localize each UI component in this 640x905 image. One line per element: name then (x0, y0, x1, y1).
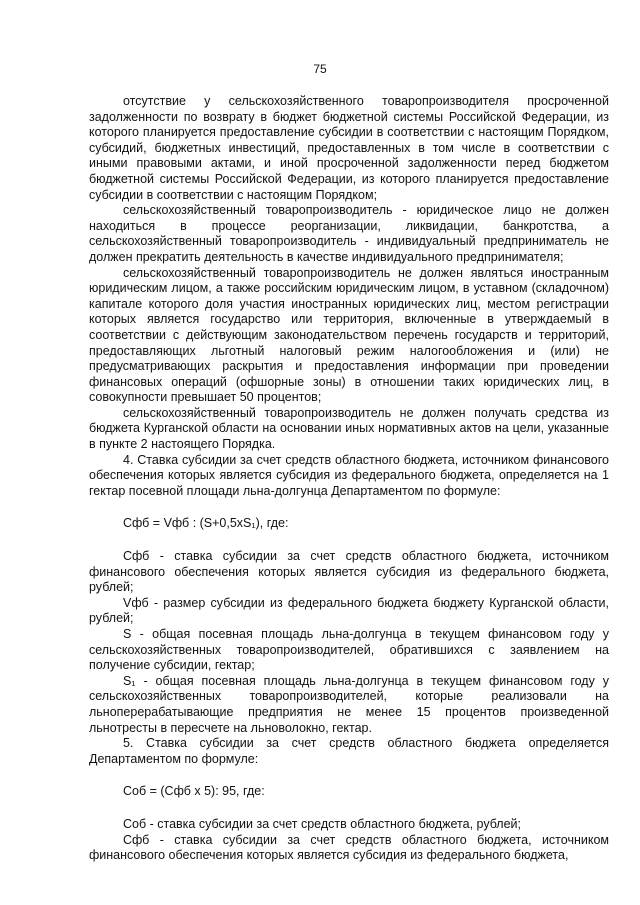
definition: Соб - ставка субсидии за счет средств областного бюджета, рублей; (123, 816, 522, 831)
definition: S - общая посевная площадь льна-долгунца в текущем финансовом году у сельскохозяйственных товаропроизводителей, обратившихся с заявлением на получение субсидии, гектар; (89, 627, 609, 673)
definition: Сфб - ставка субсидии за счет средств областного бюджета, источником финансового обеспечения которых является субсидия из федерального бюджета, (89, 832, 609, 863)
document-body (89, 94, 609, 864)
paragraph: 5. Ставка субсидии за счет средств областного бюджета определяется Департаментом по формуле: (89, 736, 609, 766)
formula-sfb: Сфб = Vфб : (S+0,5xS₁), где: (123, 516, 289, 531)
page-number: 75 (313, 62, 327, 76)
paragraph: сельскохозяйственный товаропроизводитель не должен получать средства из бюджета Курганской области на основании иных нормативных актов на цели, указанные в пункте 2 настоящего Порядка. (89, 405, 609, 452)
paragraph: сельскохозяйственный товаропроизводитель - юридическое лицо не должен находиться в процессе реорганизации, ликвидации, банкротства, а сельскохозяйственный товаропроизводитель - индивидуальный предприниматель не должен прекратить деятельность в качестве индивидуального предпринимателя; (89, 203, 609, 264)
paragraph: 4. Ставка субсидии за счет средств областного бюджета, источником финансового обеспечения которых является субсидия из федерального бюджета, определяется на 1 гектар посевной площади льна-долгунца Департаментом по формуле: (89, 452, 609, 498)
definition: Vфб - размер субсидии из федерального бюджета бюджету Курганской области, рублей; (89, 595, 609, 626)
formula-sob: Соб = (Сфб x 5): 95, где: (123, 784, 265, 799)
paragraph: сельскохозяйственный товаропроизводитель не должен являться иностранным юридическим лицом, а также российским юридическим лицом, в уставном (складочном) капитале которого доля участия иностранных юридических лиц, местом регистрации которых является государство или территория, включенные в утверждаемый в соответствии с действующим законодательством перечень государств и территорий, предоставляющих льготный налоговый режим налогообложения и (или) не предусматривающих раскрытия и предоставления информации при проведении финансовых операций (офшорные зоны) в отношении таких юридических лиц, в совокупности превышает 50 процентов; (89, 265, 609, 405)
paragraph: отсутствие у сельскохозяйственного товаропроизводителя просроченной задолженности по возврату в бюджет бюджетной системы Российской Федерации, из которого планируется предоставление субсидии в соответствии с настоящим Порядком, субсидий, бюджетных инвестиций, предоставленных в том числе в соответствии с иными правовыми актами, и иной просроченной задолженности перед бюджетом бюджетной системы Российской Федерации, из которого планируется предоставление субсидии в соответствии с настоящим Порядком; (89, 94, 609, 202)
definition: S₁ - общая посевная площадь льна-долгунца в текущем финансовом году у сельскохозяйственных товаропроизводителей, которые реализовали на льноперерабатывающие предприятия не менее 15 процентов произведенной льнотресты в пересчете на льноволокно, гектар. (89, 673, 609, 735)
definition: Сфб - ставка субсидии за счет средств областного бюджета, источником финансового обеспечения которых является субсидия из федерального бюджета, рублей; (89, 549, 609, 595)
